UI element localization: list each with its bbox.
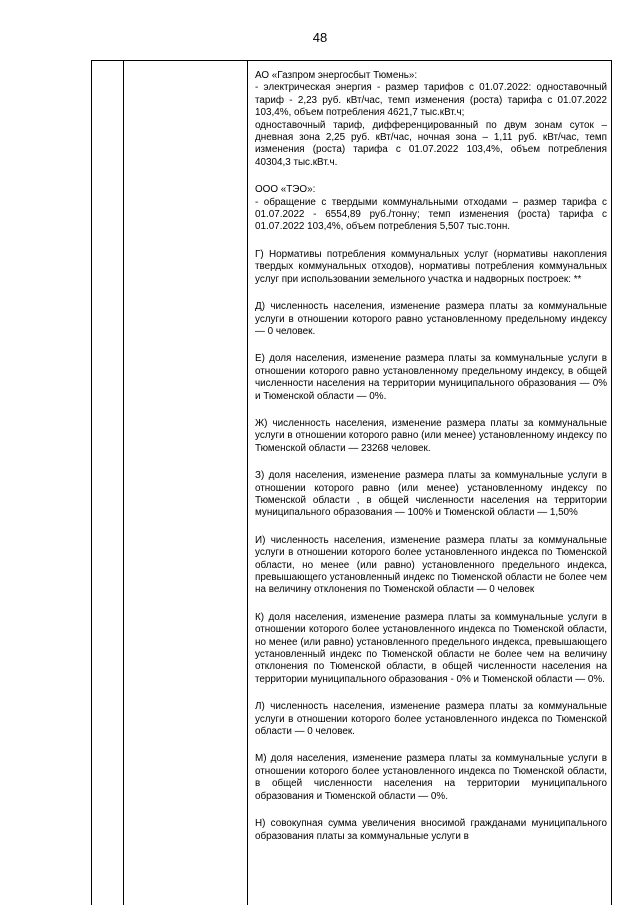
column-divider bbox=[247, 61, 248, 905]
document-table bbox=[91, 60, 612, 905]
tariff-line: одноставочный тариф, дифференцированный по двум зонам суток – дневная зона 2,25 руб. кВт/час, ночная зона – 1,11 руб. кВт/час, темп изменения (роста) тарифа с 01.07.2022 103,4%, объем потребления 40304,3 тыс.кВт.ч. bbox=[255, 119, 607, 168]
paragraph-e: Е) доля населения, изменение размера платы за коммунальные услуги в отношении которого равно установленному предельному индексу, в общей численности населения на территории муниципального образования — 0% и Тюменской области — 0%. bbox=[255, 353, 607, 402]
supplier-name: АО «Газпром энергосбыт Тюмень»: bbox=[255, 70, 418, 81]
paragraph-l: Л) численность населения, изменение размера платы за коммунальные услуги в отношении которого более установленного индекса по Тюменской области — 0 человек. bbox=[255, 701, 607, 738]
paragraph-d: Д) численность населения, изменение размера платы за коммунальные услуги в отношении которого равно установленному предельному индексу — 0 человек. bbox=[255, 301, 607, 337]
paragraph-gazprom bbox=[255, 70, 607, 169]
supplier-name: ООО «ТЭО»: bbox=[255, 184, 316, 196]
table-cell-content bbox=[255, 70, 607, 843]
column-divider bbox=[123, 61, 124, 905]
paragraph-i: И) численность населения, изменение размера платы за коммунальные услуги в отношении которого более установленного индекса по Тюменской области, но менее (или равно) установленного предельного индекса, превышающего установленный индекс по Тюменской области не более чем на величину отклонения по Тюменской области — 0 человек bbox=[255, 534, 607, 596]
paragraph-teo bbox=[255, 184, 607, 234]
page-number: 48 bbox=[312, 30, 328, 45]
paragraph-z: З) доля населения, изменение размера платы за коммунальные услуги в отношении которого равно (или менее) установленному индексу по Тюменской области , в общей численности населения на территории муниципального образования — 100% и Тюменской области — 1,50% bbox=[255, 470, 607, 519]
tariff-line: - обращение с твердыми коммунальными отходами – размер тарифа с 01.07.2022 - 6554,89 руб./тонну; темп изменения (роста) тарифа с 01.07.2022 103,4%, объем потребления 5,507 тыс.тонн. bbox=[255, 196, 607, 233]
paragraph-zh: Ж) численность населения, изменение размера платы за коммунальные услуги в отношении которого равно (или менее) установленному индексу по Тюменской области — 23268 человек. bbox=[255, 417, 607, 454]
paragraph-g: Г) Нормативы потребления коммунальных услуг (нормативы накопления твердых коммунальных отходов), нормативы потребления коммунальных услуг при использовании земельного участка и надворных построек: ** bbox=[255, 248, 607, 285]
paragraph-m: М) доля населения, изменение размера платы за коммунальные услуги в отношении которого более установленного индекса по Тюменской области, в общей численности населения на территории муниципального образования и Тюменской области — 0%. bbox=[255, 753, 607, 802]
tariff-line: - электрическая энергия - размер тарифов с 01.07.2022: одноставочный тариф - 2,23 руб. кВт/час, темп изменения (роста) тарифа с 01.07.2022 103,4%, объем потребления 4621,7 тыс.кВт.ч; bbox=[255, 82, 607, 119]
paragraph-n: Н) совокупная сумма увеличения вносимой гражданами муниципального образования платы за коммунальные услуги в bbox=[255, 818, 607, 842]
paragraph-k: К) доля населения, изменение размера платы за коммунальные услуги в отношении которого более установленного индекса по Тюменской области, но менее (или равно) установленного предельного индекса, превышающего установленный индекс по Тюменской области не более чем на величину отклонения по Тюменской области, в общей численности населения на территории муниципального образования - 0% и Тюменской области — 0%. bbox=[255, 611, 607, 685]
